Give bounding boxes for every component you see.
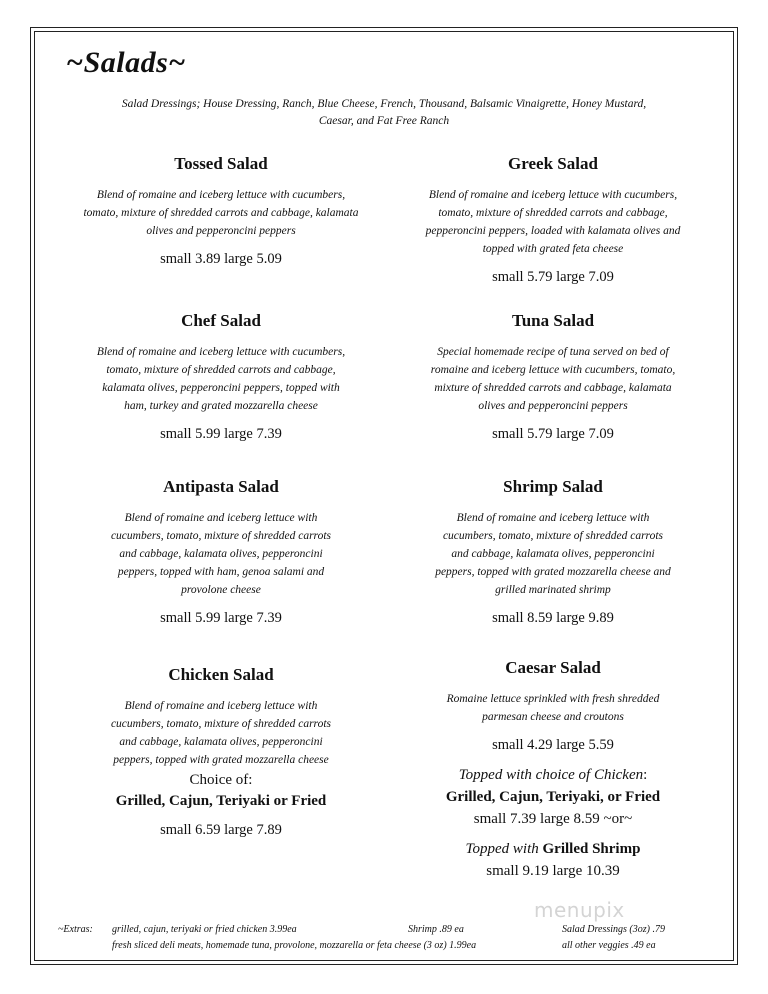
desc-line: tomato, mixture of shredded carrots and cabbage, — [106, 364, 336, 376]
item-price: small 4.29 large 5.59 — [492, 737, 614, 753]
item-name: Shrimp Salad — [503, 477, 603, 496]
item-description — [58, 343, 384, 415]
item-name: Chef Salad — [181, 311, 261, 330]
extras-line-2: fresh sliced deli meats, homemade tuna, provolone, mozzarella or feta cheese (3 oz) 1.99ea — [112, 940, 477, 951]
item-description — [58, 509, 384, 599]
desc-line: Romaine lettuce sprinkled with fresh shredded — [446, 693, 660, 705]
menu-item-chicken-salad — [58, 665, 384, 839]
dressings-line-1: Salad Dressings; House Dressing, Ranch, Blue Cheese, French, Thousand, Balsamic Vinaigrette, Honey Mustard, — [121, 98, 647, 110]
menu-item-tossed-salad — [58, 154, 384, 268]
desc-line: romaine and iceberg lettuce with cucumbers, tomato, — [430, 364, 676, 376]
topped-chicken-options: Grilled, Cajun, Teriyaki, or Fried — [445, 789, 661, 805]
choice-options: Grilled, Cajun, Teriyaki or Fried — [115, 793, 327, 809]
item-price: small 5.79 large 7.09 — [492, 269, 614, 285]
item-description — [58, 697, 384, 769]
item-description — [392, 186, 714, 258]
desc-line: grilled marinated shrimp — [495, 584, 611, 596]
desc-line: Blend of romaine and iceberg lettuce with — [124, 700, 318, 712]
menupix-watermark: menupix — [534, 898, 625, 922]
desc-line: Blend of romaine and iceberg lettuce with cucumbers, — [96, 346, 346, 358]
salad-dressings-note — [60, 96, 708, 130]
desc-line: Blend of romaine and iceberg lettuce with — [124, 512, 318, 524]
extras-dressings: Salad Dressings (3oz) .79 — [562, 924, 665, 935]
item-price: small 6.59 large 7.89 — [160, 822, 282, 838]
topped-shrimp-intro: Topped with — [465, 841, 539, 857]
topped-chicken-colon: : — [643, 767, 648, 783]
item-name: Antipasta Salad — [163, 477, 279, 496]
extras-veggies: all other veggies .49 ea — [562, 940, 656, 951]
desc-line: Blend of romaine and iceberg lettuce with — [456, 512, 650, 524]
desc-line: ham, turkey and grated mozzarella cheese — [124, 400, 318, 412]
item-description — [392, 690, 714, 726]
topped-shrimp-name: Grilled Shrimp — [542, 841, 641, 857]
desc-line: tomato, mixture of shredded carrots and cabbage, kalamata — [83, 207, 359, 219]
extras-shrimp: Shrimp .89 ea — [408, 924, 464, 935]
topped-chicken-label — [392, 764, 714, 786]
menu-item-greek-salad — [392, 154, 714, 286]
extras-right — [562, 922, 665, 954]
choice-label: Choice of: — [189, 772, 253, 788]
desc-line: peppers, topped with grated mozzarella cheese — [113, 754, 329, 766]
desc-line: kalamata olives, pepperoncini peppers, topped with — [102, 382, 340, 394]
desc-line: cucumbers, tomato, mixture of shredded carrots — [442, 530, 664, 542]
item-description — [392, 509, 714, 599]
menu-item-shrimp-salad — [392, 477, 714, 627]
menu-item-chef-salad — [58, 311, 384, 443]
desc-line: olives and pepperoncini peppers — [146, 225, 296, 237]
menu-item-tuna-salad — [392, 311, 714, 443]
item-name: Caesar Salad — [505, 658, 601, 677]
item-price: small 5.99 large 7.39 — [160, 610, 282, 626]
item-description — [58, 186, 384, 240]
menu-item-caesar-salad — [392, 658, 714, 882]
topped-shrimp-label — [392, 838, 714, 860]
desc-line: parmesan cheese and croutons — [482, 711, 624, 723]
item-price: small 3.89 large 5.09 — [160, 251, 282, 267]
item-name: Tuna Salad — [511, 311, 595, 330]
desc-line: tomato, mixture of shredded carrots and cabbage, — [438, 207, 668, 219]
item-price: small 5.99 large 7.39 — [160, 426, 282, 442]
desc-line: peppers, topped with ham, genoa salami and — [117, 566, 325, 578]
desc-line: topped with grated feta cheese — [482, 243, 624, 255]
extras-line-1: grilled, cajun, teriyaki or fried chicken 3.99ea — [112, 924, 297, 935]
desc-line: Blend of romaine and iceberg lettuce with cucumbers, — [96, 189, 346, 201]
menu-item-antipasta-salad — [58, 477, 384, 627]
desc-line: peppers, topped with grated mozzarella cheese and — [435, 566, 671, 578]
extras-label: ~Extras: — [58, 924, 93, 935]
desc-line: Special homemade recipe of tuna served on bed of — [437, 346, 669, 358]
desc-line: and cabbage, kalamata olives, pepperoncini — [119, 548, 323, 560]
item-name: Chicken Salad — [168, 665, 274, 684]
topped-shrimp-price: small 9.19 large 10.39 — [486, 863, 620, 879]
desc-line: pepperoncini peppers, loaded with kalamata olives and — [425, 225, 681, 237]
desc-line: Blend of romaine and iceberg lettuce with cucumbers, — [428, 189, 678, 201]
desc-line: cucumbers, tomato, mixture of shredded carrots — [110, 718, 332, 730]
desc-line: cucumbers, tomato, mixture of shredded carrots — [110, 530, 332, 542]
topped-chicken-intro: Topped with choice of Chicken — [458, 767, 644, 783]
desc-line: and cabbage, kalamata olives, pepperoncini — [451, 548, 655, 560]
dressings-line-2: Caesar, and Fat Free Ranch — [318, 115, 450, 127]
page-title: ~Salads~ — [66, 46, 186, 79]
item-description — [392, 343, 714, 415]
desc-line: olives and pepperoncini peppers — [478, 400, 628, 412]
desc-line: and cabbage, kalamata olives, pepperoncini — [119, 736, 323, 748]
desc-line: mixture of shredded carrots and cabbage, kalamata — [434, 382, 672, 394]
item-name: Greek Salad — [508, 154, 598, 173]
item-name: Tossed Salad — [174, 154, 268, 173]
item-price: small 8.59 large 9.89 — [492, 610, 614, 626]
item-price: small 5.79 large 7.09 — [492, 426, 614, 442]
desc-line: provolone cheese — [181, 584, 261, 596]
topped-chicken-price: small 7.39 large 8.59 ~or~ — [473, 811, 633, 827]
